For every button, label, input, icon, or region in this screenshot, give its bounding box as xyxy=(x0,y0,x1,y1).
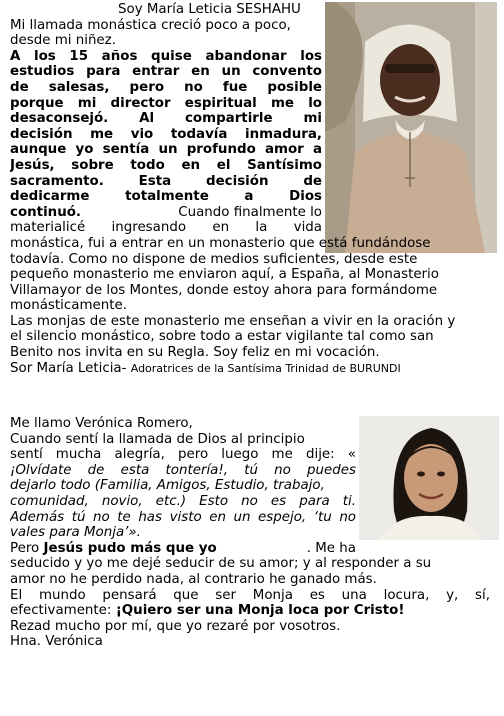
text-line: Cuando sentí la llamada de Dios al principio xyxy=(10,431,305,447)
text-line: materialicé ingresando en la vida xyxy=(10,220,322,236)
mixed-line xyxy=(10,603,490,619)
bold-line: dedicarme totalmente a Dios xyxy=(10,189,322,205)
bold-line: aunque yo sentía un profundo amor a xyxy=(10,142,322,158)
bold-line: estudios para entrar en un convento xyxy=(10,64,322,80)
text-line: pequeño monasterio me enviaron aquí, a España, al Monasterio xyxy=(10,267,439,283)
italic-line: dejarlo todo (Familia, Amigos, Estudio, trabajo, xyxy=(10,478,325,494)
bold-line: desaconsejó. Al compartirle mi xyxy=(10,111,322,127)
text-line: Mi llamada monástica creció poco a poco, xyxy=(10,17,291,33)
pudo-line-text xyxy=(10,541,217,557)
text-line: todavía. Como no dispone de medios suficientes, desde este xyxy=(10,251,418,267)
signature-name: Sor María Leticia- xyxy=(10,360,127,376)
signature-line xyxy=(10,361,490,377)
text-fragment: . Me ha xyxy=(306,540,356,556)
mixed-line xyxy=(10,541,356,557)
text-line: desde mi niñez. xyxy=(10,33,116,49)
text-fragment: Pero xyxy=(10,540,44,556)
signature-veronica: Hna. Verónica xyxy=(10,634,103,650)
signature-congregation: Adoratrices de la Santísima Trinidad de BURUNDI xyxy=(130,361,401,375)
text-line: monásticamente. xyxy=(10,298,127,314)
heading-maria-leticia: Soy María Leticia SESHAHU xyxy=(118,2,301,17)
text-line: Me llamo Verónica Romero, xyxy=(10,416,193,431)
bold-line: decisión me vio todavía inmadura, xyxy=(10,126,322,142)
italic-line: Además tú no te has visto en un espejo, ‘tu no xyxy=(10,509,356,525)
text-line: Villamayor de los Montes, donde estoy ahora para formándome xyxy=(10,282,438,298)
text-line: seducido y yo me dejé seducir de su amor; y al responder a su xyxy=(10,556,432,572)
closing-line: Rezad mucho por mí, que yo rezaré por vosotros. xyxy=(10,618,341,634)
bold-fragment: ¡Quiero ser una Monja loca por Cristo! xyxy=(115,603,405,619)
text-line: sentí mucha alegría, pero luego me dije: « xyxy=(10,447,356,463)
italic-line: ¡Olvídate de esta tontería!, tú no puedes xyxy=(10,462,356,478)
bold-line: A los 15 años quise abandonar los xyxy=(10,48,322,64)
testimony-veronica xyxy=(10,416,490,650)
italic-line: vales para Monja’». xyxy=(10,525,141,541)
text-line: monástica, fui a entrar en un monasterio que está fundándose xyxy=(10,235,431,251)
text-line: Las monjas de este monasterio me enseñan a vivir en la oración y xyxy=(10,313,456,329)
bold-line: de salesas, pero no fue posible xyxy=(10,79,322,95)
italic-line: comunidad, novio, etc.) Esto no es para ti. xyxy=(10,493,356,509)
testimony-maria-leticia xyxy=(10,2,490,376)
bold-fragment: continuó. xyxy=(10,204,82,220)
text-line: el silencio monástico, sobre todo a estar vigilante tal como san xyxy=(10,329,434,345)
text-fragment: Cuando finalmente lo xyxy=(178,204,322,220)
text-line: El mundo pensará que ser Monja es una locura, y, sí, xyxy=(10,587,490,603)
text-fragment: efectivamente: xyxy=(10,603,116,619)
bold-line: Jesús, sobre todo en el Santísimo xyxy=(10,157,322,173)
text-line: amor no he perdido nada, al contrario he ganado más. xyxy=(10,571,377,587)
bold-fragment: Jesús pudo más que yo xyxy=(43,540,217,556)
text-line: Benito nos invita en su Regla. Soy feliz en mi vocación. xyxy=(10,345,380,361)
bold-line: sacramento. Esta decisión de xyxy=(10,173,322,189)
bold-line: porque mi director espiritual me lo xyxy=(10,95,322,111)
mixed-line xyxy=(10,205,322,221)
